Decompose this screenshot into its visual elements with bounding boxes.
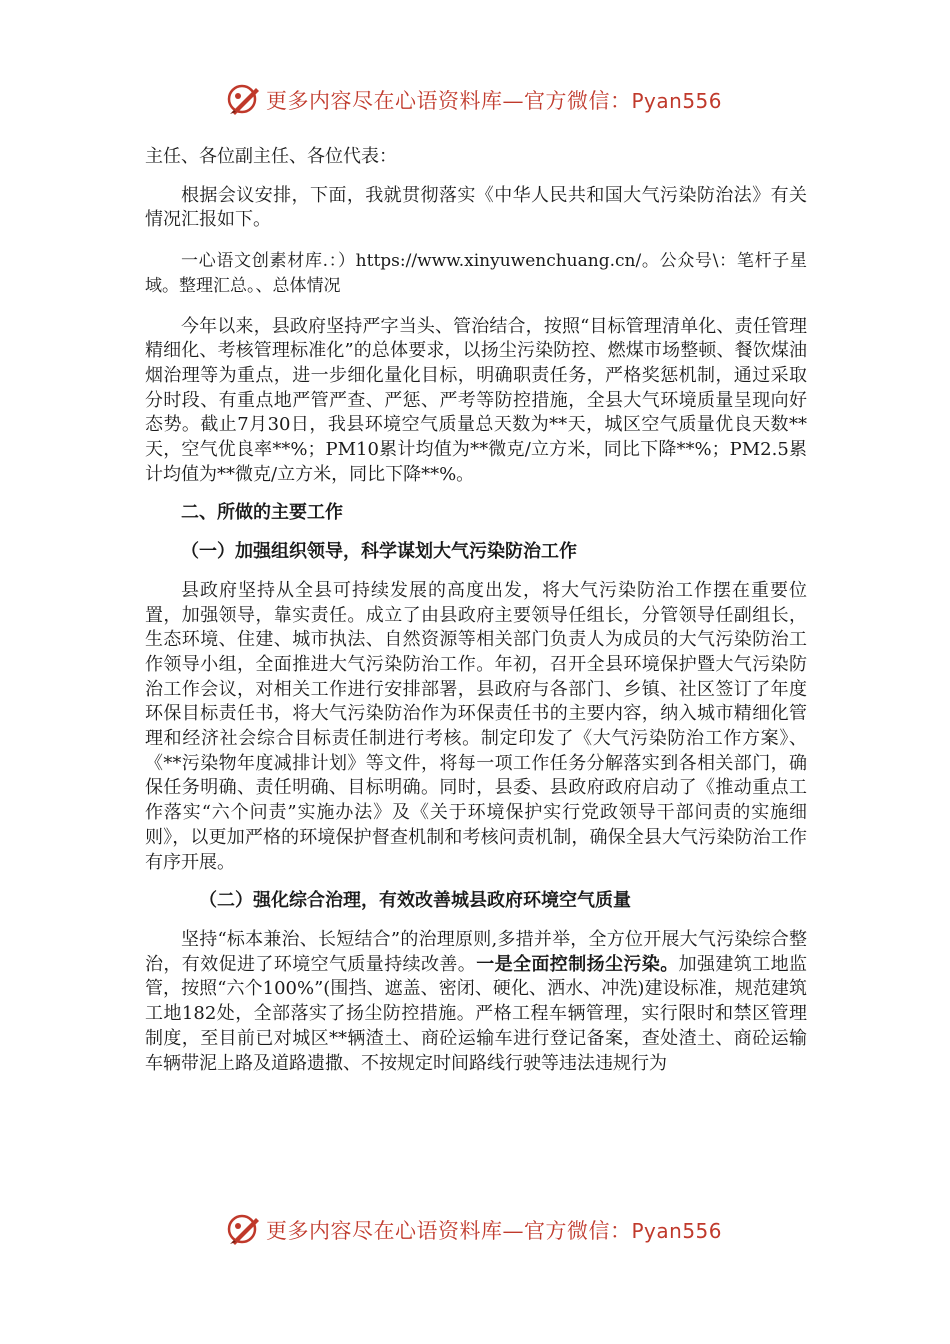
paragraph-1: 县政府坚持从全县可持续发展的高度出发，将大气污染防治工作摆在重要位置，加强领导，靠实责任。成立了由县政府主要领导任组长，分管领导任副组长，生态环境、住建、城市执法、自然资源等相关部门负责人为成员的大气污染防治工作领导小组，全面推进大气污染防治工作。年初，召开全县环境保护暨大气污染防治工作会议，对相关工作进行安排部署，县政府与各部门、乡镇、社区签订了年度环保目标责任书，将大气污染防治作为环保责任书的主要内容，纳入城市精细化管理和经济社会综合目标责任制进行考核。制定印发了《大气污染防治工作方案》、《**污染物年度减排计划》等文件，将每一项工作任务分解落实到各相关部门，确保任务明确、责任明确、目标明确。同时，县委、县政府政府启动了《推动重点工作落实“六个问责”实施办法》及《关于环境保护实行党政领导干部问责的实施细则》，以更加严格的环境保护督查机制和考核问责机制，确保全县大气污染防治工作有序开展。 — [145, 579, 807, 873]
footer-banner-text — [266, 1215, 722, 1245]
paragraph-2 — [145, 928, 807, 1076]
footer-banner — [0, 1210, 950, 1250]
intro-paragraph: 根据会议安排，下面，我就贯彻落实《中华人民共和国大气污染防治法》有关情况汇报如下。 — [145, 184, 807, 231]
header-banner — [0, 80, 950, 120]
source-line: 一心语文创素材库.：）https://www.xinyuwenchuang.cn/。公众号\：笔杆子星域。整理汇总。、总体情况 — [145, 251, 807, 296]
banner-label: 更多内容尽在心语资料库—官方微信： — [266, 1219, 632, 1243]
header-banner-text — [266, 85, 722, 115]
wechat-id: Pyan556 — [631, 1219, 723, 1243]
banner-label: 更多内容尽在心语资料库—官方微信： — [266, 89, 632, 113]
subsection-heading-1: （一）加强组织领导，科学谋划大气污染防治工作 — [181, 541, 577, 563]
paragraph-2-part-a: 坚持“标本兼治、长短结合”的治理原则,多措并举，全方位开展大气污染综合整治，有效促进了环境空气质量持续改善。 — [145, 928, 807, 975]
pen-logo-icon — [226, 1212, 262, 1246]
section-heading: 二、所做的主要工作 — [181, 502, 343, 524]
document-body — [145, 145, 807, 1076]
pen-logo-icon — [226, 82, 262, 116]
wechat-id: Pyan556 — [631, 89, 723, 113]
paragraph-2-part-b: 加强建筑工地监管，按照“六个100%”(围挡、遮盖、密闭、硬化、洒水、冲洗)建设标准，规范建筑工地182处，全部落实了扬尘防控措施。严格工程车辆管理，实行限时和禁区管理制度，至目前已对城区**辆渣土、商砼运输车进行登记备案，查处渣土、商砼运输车辆带泥上路及道路遗撒、不按规定时间路线行驶等违法违规行为 — [145, 953, 808, 1074]
overview-paragraph: 今年以来，县政府坚持严字当头、管治结合，按照“目标管理清单化、责任管理精细化、考核管理标准化”的总体要求，以扬尘污染防控、燃煤市场整顿、餐饮煤油烟治理等为重点，进一步细化量化目标，明确职责任务，严格奖惩机制，通过采取分时段、有重点地严管严查、严惩、严考等防控措施，全县大气环境质量呈现向好态势。截止7月30日，我县环境空气质量总天数为**天，城区空气质量优良天数**天，空气优良率**%；PM10累计均值为**微克/立方米，同比下降**%；PM2.5累计均值为**微克/立方米，同比下降**%。 — [145, 315, 807, 485]
subsection-heading-2: （二）强化综合治理，有效改善城县政府环境空气质量 — [199, 890, 631, 912]
salutation: 主任、各位副主任、各位代表： — [145, 146, 397, 167]
paragraph-2-emphasis: 一是全面控制扬尘污染。 — [476, 953, 679, 975]
